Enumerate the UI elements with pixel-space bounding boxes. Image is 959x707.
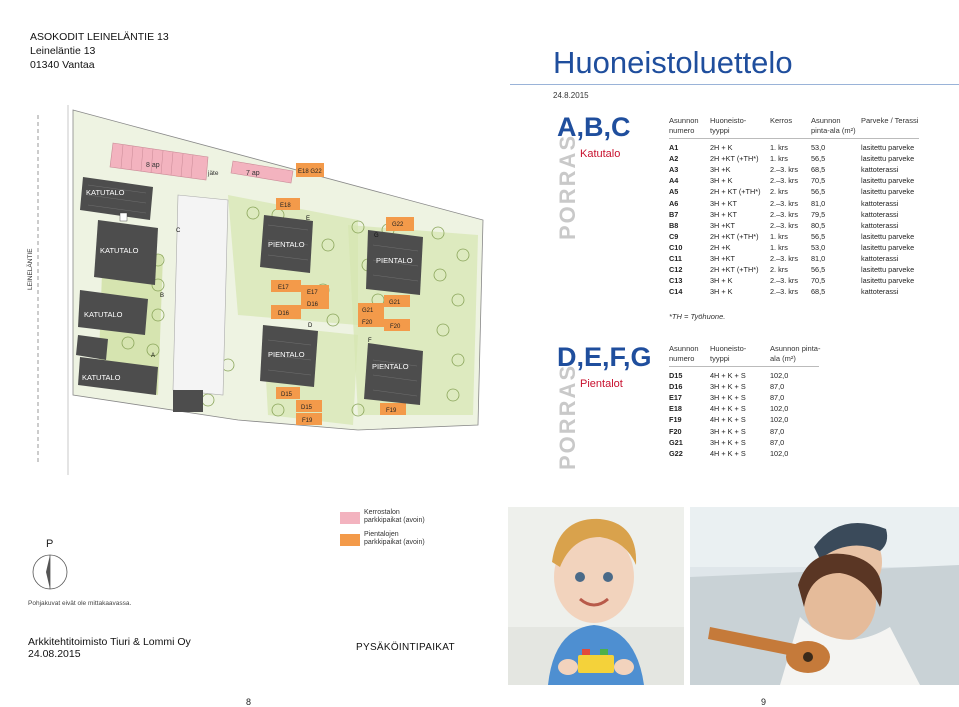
title-divider: [510, 84, 959, 85]
table-row: [0, 437, 959, 448]
page-number-right: 9: [761, 697, 767, 707]
address-line-1: ASOKODIT LEINELÄNTIE 13: [30, 31, 169, 43]
table-row: [0, 220, 959, 231]
parking-e17-b: E17: [307, 290, 318, 296]
table-cell: F19: [669, 415, 682, 425]
building-label-pientalo-2: PIENTALO: [376, 256, 413, 265]
table-cell: 2.–3. krs: [770, 165, 798, 175]
parking-8ap: 8 ap: [146, 162, 160, 169]
parking-d16-b: D16: [278, 311, 290, 317]
table-row: [0, 381, 959, 392]
table-row: [0, 414, 959, 425]
table-cell: A2: [669, 154, 679, 164]
s1-header-area: Asunnon pinta-ala (m²): [811, 116, 856, 135]
table-cell: 56,5: [811, 187, 826, 197]
building-label-pientalo-1: PIENTALO: [268, 240, 305, 249]
table-row: [0, 153, 959, 164]
table-cell: 1. krs: [770, 154, 788, 164]
table-cell: 4H + K + S: [710, 448, 746, 458]
architect-date: 24.08.2015: [28, 648, 81, 660]
table-cell: A3: [669, 165, 679, 175]
table-cell: 2H + K: [710, 143, 733, 152]
footnote: *TH = Työhuone.: [669, 312, 726, 321]
table-cell: 81,0: [811, 198, 826, 208]
table-cell: 80,5: [811, 220, 826, 230]
photo-teens-guitar: [690, 507, 959, 685]
table-row: [0, 448, 959, 459]
table-cell: kattoterassi: [861, 287, 899, 297]
section1-letters: A,B,C: [557, 112, 631, 142]
table-cell: 2.–3. krs: [770, 176, 798, 186]
parking-g21-a: G21: [362, 308, 374, 314]
building-label-pientalo-4: PIENTALO: [372, 362, 409, 371]
table-cell: 3H + K + S: [710, 437, 746, 447]
parking-g22: G22: [392, 222, 404, 228]
table-row: [0, 142, 959, 153]
table-cell: E18: [669, 404, 682, 414]
table-cell: 3H + K: [710, 287, 733, 297]
table-cell: A4: [669, 176, 679, 186]
address-line-3: 01340 Vantaa: [30, 59, 95, 71]
parking-title: PYSÄKÖINTIPAIKAT: [356, 642, 455, 653]
table-cell: kattoterassi: [861, 165, 899, 175]
building-label-katutalo-1: KATUTALO: [86, 188, 125, 197]
north-label: P: [46, 538, 54, 550]
table-cell: lasitettu parveke: [861, 187, 915, 197]
s2-header-number: Asunnon numero: [669, 344, 699, 363]
parking-d16-a: D16: [307, 302, 319, 308]
table-cell: C10: [669, 242, 683, 252]
table-cell: 102,0: [770, 415, 789, 425]
legend-swatch-kerrostalo: [340, 512, 360, 524]
table-cell: B7: [669, 209, 679, 219]
table-cell: lasitettu parveke: [861, 143, 915, 152]
stair-g: G: [374, 233, 379, 239]
stair-e: E: [306, 216, 311, 222]
table-cell: 1. krs: [770, 143, 788, 152]
table-cell: D16: [669, 382, 683, 392]
s2-header-area: Asunnon pinta-ala (m²): [770, 344, 821, 363]
table-cell: G22: [669, 448, 683, 458]
table-row: [0, 426, 959, 437]
table-cell: F20: [669, 426, 682, 436]
table-row: [0, 164, 959, 175]
parking-g21-b: G21: [389, 300, 401, 306]
stair-b: B: [160, 293, 165, 299]
s2-header-type: Huoneisto- tyyppi: [710, 344, 747, 363]
table-cell: C14: [669, 287, 683, 297]
table-cell: lasitettu parveke: [861, 154, 915, 164]
street-label: LEINELÄNTIE: [27, 248, 34, 290]
table-cell: 87,0: [770, 437, 785, 447]
table-cell: 2.–3. krs: [770, 254, 798, 263]
section2-porras: PORRAS: [555, 363, 580, 470]
table-cell: 2H + KT (+TH*): [710, 187, 761, 197]
table-cell: 3H + K + S: [710, 382, 746, 392]
table-cell: lasitettu parveke: [861, 242, 915, 252]
table-cell: 3H + K: [710, 276, 733, 286]
table-cell: 2.–3. krs: [770, 198, 798, 208]
parking-f19-b: F19: [386, 408, 397, 414]
table-cell: 4H + K + S: [710, 415, 746, 425]
table-cell: 70,5: [811, 276, 826, 286]
parking-e18: E18: [280, 203, 291, 209]
table-cell: 3H +KT: [710, 220, 735, 230]
stair-a: A: [151, 353, 156, 359]
stair-d: D: [308, 323, 313, 329]
table-cell: 68,5: [811, 165, 826, 175]
disclaimer: Pohjakuvat eivät ole mittakaavassa.: [28, 600, 132, 607]
s2-header-rule: [669, 366, 819, 367]
table-row: [0, 175, 959, 186]
table-cell: 53,0: [811, 143, 826, 152]
table-cell: 1. krs: [770, 231, 788, 241]
table-row: [0, 242, 959, 253]
table-cell: 3H + KT: [710, 198, 737, 208]
legend-swatch-pientalo: [340, 534, 360, 546]
table-cell: 2.–3. krs: [770, 276, 798, 286]
table-cell: 56,5: [811, 231, 826, 241]
architect-info: [28, 636, 191, 660]
table-cell: 2. krs: [770, 265, 788, 275]
table-cell: lasitettu parveke: [861, 276, 915, 286]
section2-letters: D,E,F,G: [557, 342, 652, 372]
parking-f19-a: F19: [302, 418, 313, 424]
table-row: [0, 231, 959, 242]
parking-d15-a: D15: [281, 392, 293, 398]
table-row: [0, 275, 959, 286]
table-cell: 2.–3. krs: [770, 287, 798, 297]
table-cell: C9: [669, 231, 679, 241]
table-cell: 53,0: [811, 242, 826, 252]
table-cell: 4H + K + S: [710, 404, 746, 414]
table-cell: 79,5: [811, 209, 826, 219]
table-cell: 2. krs: [770, 187, 788, 197]
table-row: [0, 403, 959, 414]
building-label-pientalo-3: PIENTALO: [268, 350, 305, 359]
s1-header-rule: [669, 138, 919, 139]
table-cell: lasitettu parveke: [861, 231, 915, 241]
table-cell: 3H + K + S: [710, 426, 746, 436]
table-cell: 2H +KT (+TH*): [710, 231, 759, 241]
table-cell: 4H + K + S: [710, 371, 746, 380]
table-cell: 56,5: [811, 154, 826, 164]
table-cell: 87,0: [770, 426, 785, 436]
stair-c: C: [176, 228, 181, 234]
table-cell: 2H +KT (+TH*): [710, 154, 759, 164]
parking-f20-b: F20: [390, 324, 401, 330]
table-row: [0, 264, 959, 275]
building-label-katutalo-2: KATUTALO: [100, 246, 139, 255]
table-row: [0, 186, 959, 197]
parking-f20-a: F20: [362, 320, 373, 326]
table-cell: 2.–3. krs: [770, 220, 798, 230]
s1-header-floor: Kerros: [770, 116, 793, 125]
building-label-katutalo-3: KATUTALO: [84, 310, 123, 319]
page-number-left: 8: [246, 697, 252, 707]
table-cell: 3H +KT: [710, 254, 735, 263]
table-cell: E17: [669, 393, 682, 403]
list-date: 24.8.2015: [553, 91, 589, 100]
s1-header-number: Asunnon numero: [669, 116, 699, 135]
table-cell: B8: [669, 220, 679, 230]
project-address: [30, 30, 169, 72]
table-cell: 102,0: [770, 371, 789, 380]
table-cell: 87,0: [770, 393, 785, 403]
table-cell: kattoterassi: [861, 198, 899, 208]
legend-pientalo: Pientalojen parkkipaikat (avoin): [364, 531, 425, 546]
table-cell: 70,5: [811, 176, 826, 186]
table-cell: 81,0: [811, 254, 826, 263]
table-cell: A6: [669, 198, 679, 208]
north-arrow-icon: [30, 552, 70, 592]
s1-header-balcony: Parveke / Terassi: [861, 116, 919, 125]
table-cell: 3H + K: [710, 176, 733, 186]
table-cell: C11: [669, 254, 682, 263]
table-cell: C13: [669, 276, 683, 286]
parking-e17-a: E17: [278, 285, 289, 291]
table-row: [0, 198, 959, 209]
table-row: [0, 209, 959, 220]
table-row: [0, 392, 959, 403]
waste-label: jäte: [208, 170, 219, 177]
address-line-2: Leineläntie 13: [30, 45, 96, 57]
architect-name: Arkkitehtitoimisto Tiuri & Lommi Oy: [28, 636, 191, 648]
table-cell: lasitettu parveke: [861, 265, 915, 275]
legend-kerrostalo: Kerrostalon parkkipaikat (avoin): [364, 509, 425, 524]
parking-e18-g22: E18 G22: [298, 169, 322, 175]
table-cell: 3H + KT: [710, 209, 737, 219]
table-cell: A1: [669, 143, 679, 152]
section2-subtitle: Pientalot: [580, 378, 623, 390]
table-cell: kattoterassi: [861, 254, 899, 263]
table-cell: 87,0: [770, 382, 785, 392]
section1-porras: PORRAS: [555, 133, 580, 240]
section1-subtitle: Katutalo: [580, 148, 621, 160]
table-cell: 2H +K: [710, 242, 731, 252]
table-cell: kattoterassi: [861, 209, 899, 219]
table-cell: 68,5: [811, 287, 826, 297]
table-cell: 56,5: [811, 265, 826, 275]
parking-d15-b: D15: [301, 405, 313, 411]
table-cell: C12: [669, 265, 683, 275]
table-cell: 102,0: [770, 448, 789, 458]
table-cell: D15: [669, 371, 683, 380]
table-row: [0, 286, 959, 297]
table-cell: A5: [669, 187, 679, 197]
parking-7ap: 7 ap: [246, 170, 260, 177]
table-cell: 2H +KT (+TH*): [710, 265, 759, 275]
table-cell: 3H + K + S: [710, 393, 746, 403]
table-cell: G21: [669, 437, 683, 447]
table-cell: lasitettu parveke: [861, 176, 915, 186]
table-row: [0, 253, 959, 264]
table-cell: 3H +K: [710, 165, 731, 175]
photo-child-lego: [508, 507, 684, 685]
s1-header-type: Huoneisto- tyyppi: [710, 116, 747, 135]
table-cell: 2.–3. krs: [770, 209, 798, 219]
stair-f: F: [368, 338, 372, 344]
table-cell: kattoterassi: [861, 220, 899, 230]
table-cell: 102,0: [770, 404, 789, 414]
table-row: [0, 370, 959, 381]
table-cell: 1. krs: [770, 242, 788, 252]
building-label-katutalo-4: KATUTALO: [82, 373, 121, 382]
page-title: Huoneistoluettelo: [553, 45, 793, 80]
